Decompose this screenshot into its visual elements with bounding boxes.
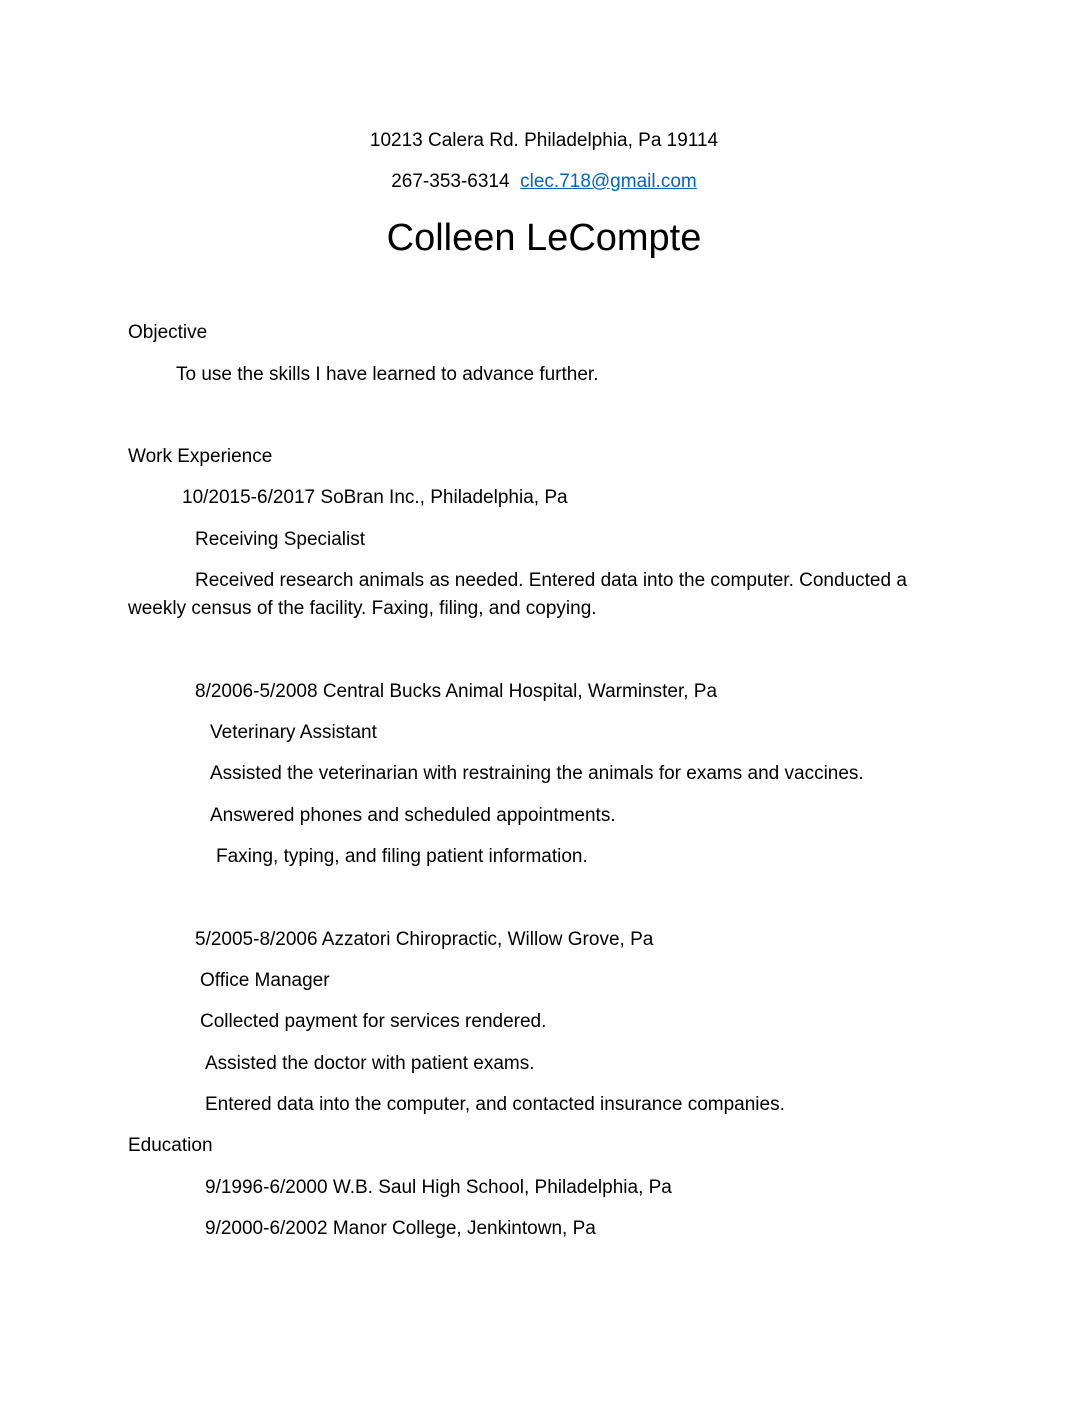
job-duty: Received research animals as needed. Entered data into the computer. Conducted a weekly census of the facility. Faxing, filing, and copying. — [128, 570, 907, 619]
objective-text: To use the skills I have learned to advance further. — [176, 364, 599, 385]
job-dates-employer: 8/2006-5/2008 Central Bucks Animal Hospital, Warminster, Pa — [195, 681, 718, 702]
email-link[interactable]: clec.718@gmail.com — [520, 171, 697, 192]
job-duty: Faxing, typing, and filing patient information. — [216, 846, 588, 867]
job-duty: Answered phones and scheduled appointments. — [210, 805, 616, 826]
job-duty: Assisted the veterinarian with restraining the animals for exams and vaccines. — [210, 763, 864, 784]
education-heading: Education — [128, 1135, 213, 1156]
job-duty: Entered data into the computer, and contacted insurance companies. — [205, 1094, 785, 1115]
job-title: Office Manager — [200, 970, 330, 991]
job-dates-employer: 10/2015-6/2017 SoBran Inc., Philadelphia, Pa — [182, 487, 568, 508]
education-entry: 9/2000-6/2002 Manor College, Jenkintown, Pa — [205, 1218, 596, 1239]
job-title: Veterinary Assistant — [210, 722, 377, 743]
phone-number: 267-353-6314 — [391, 171, 510, 192]
objective-heading: Objective — [128, 322, 208, 343]
contact-line — [0, 171, 1088, 193]
job-title: Receiving Specialist — [195, 529, 366, 550]
work-experience-heading: Work Experience — [128, 446, 273, 467]
address: 10213 Calera Rd. Philadelphia, Pa 19114 — [369, 130, 719, 151]
candidate-name: Colleen LeCompte — [386, 217, 702, 259]
job-duty: Assisted the doctor with patient exams. — [205, 1053, 535, 1074]
job-duty: Collected payment for services rendered. — [200, 1011, 547, 1032]
job-dates-employer: 5/2005-8/2006 Azzatori Chiropractic, Willow Grove, Pa — [195, 929, 654, 950]
education-entry: 9/1996-6/2000 W.B. Saul High School, Philadelphia, Pa — [205, 1177, 672, 1198]
